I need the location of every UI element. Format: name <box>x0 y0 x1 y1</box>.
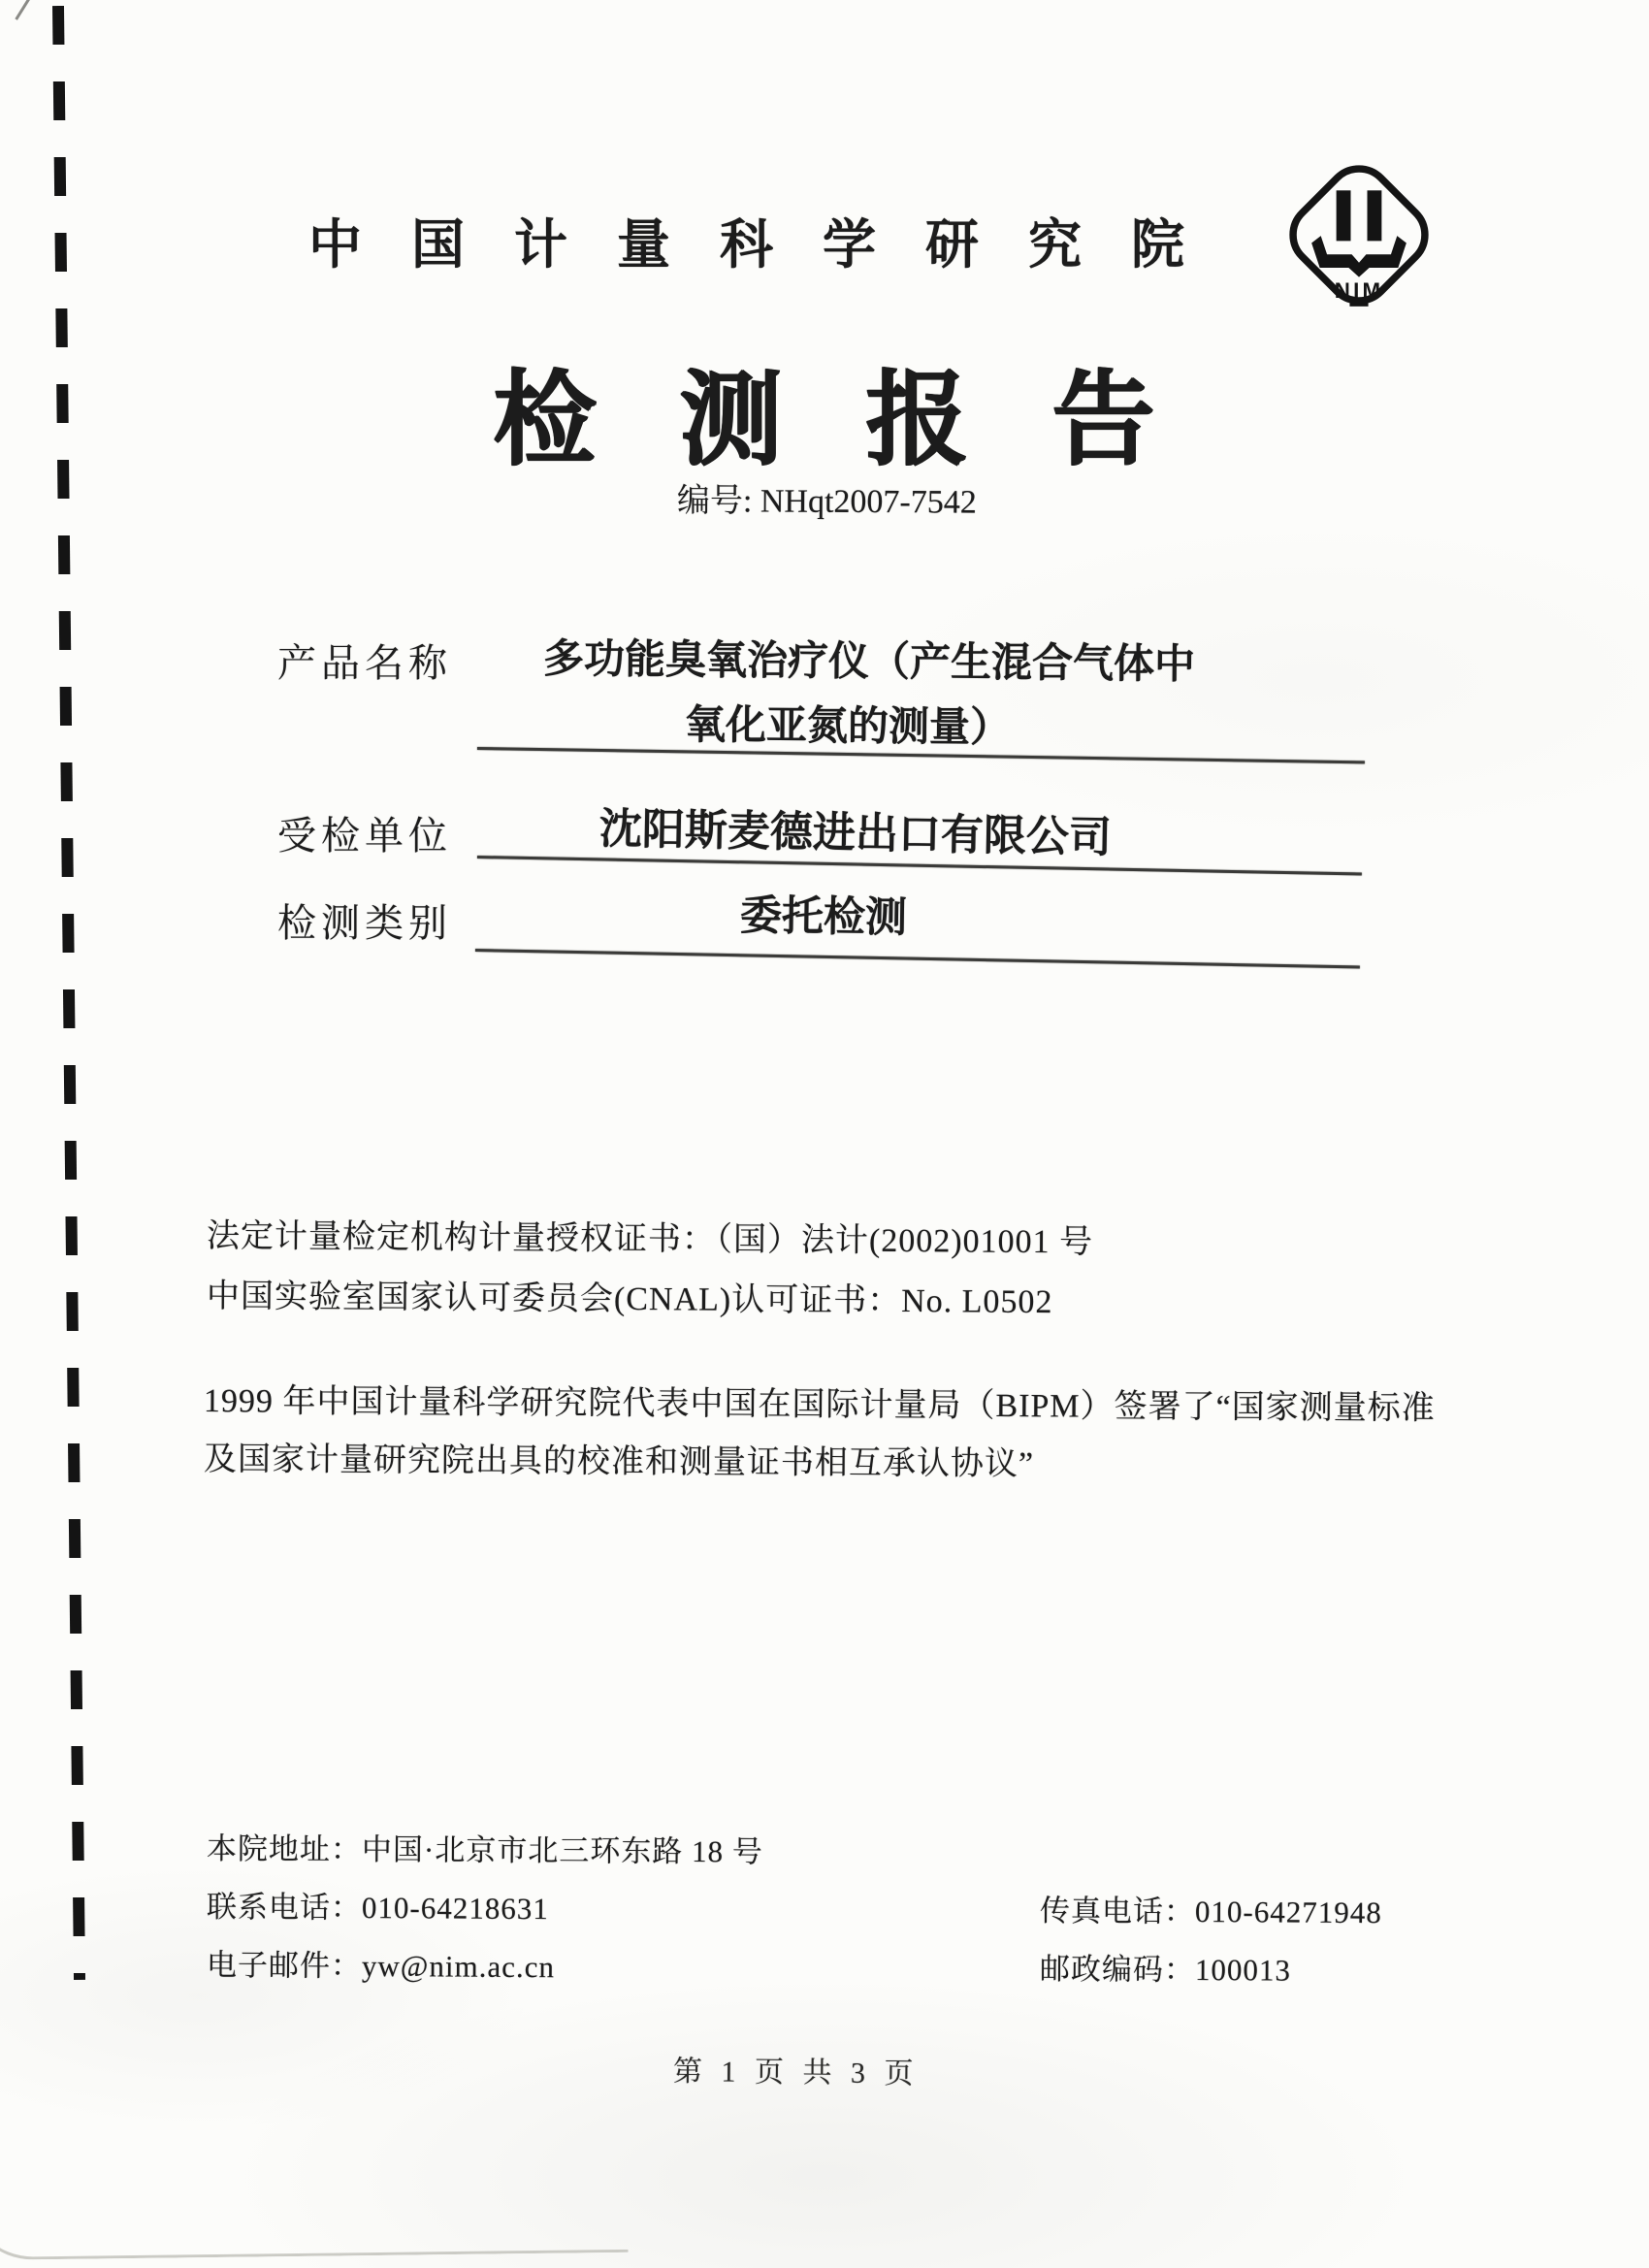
phone-value: 010-64218631 <box>361 1890 549 1927</box>
phone-label: 联系电话： <box>206 1890 363 1925</box>
email-label: 电子邮件： <box>206 1948 363 1983</box>
nim-logo-text: NIM <box>1334 277 1384 303</box>
nim-logo-bar-right <box>1368 190 1382 241</box>
scan-corner-artifact <box>15 0 30 20</box>
nim-logo-graphic <box>1277 151 1441 318</box>
field-value-product-line2: 氧化亚氮的测量） <box>684 703 1012 751</box>
page-number: 第 1 页 共 3 页 <box>672 2056 920 2090</box>
field-underline-test-type <box>475 949 1360 969</box>
certification-line-1: 法定计量检定机构计量授权证书：（国）法计(2002)01001 号 <box>206 1218 1094 1261</box>
agreement-line-2: 及国家计量研究院出具的校准和测量证书相互承认协议” <box>203 1442 1035 1483</box>
postcode-label: 邮政编码： <box>1039 1952 1196 1987</box>
contact-postcode-line <box>1040 1944 1291 1990</box>
contact-email-line <box>207 1940 555 1986</box>
page-edge-shadow <box>0 2162 629 2260</box>
contact-fax-line <box>1040 1886 1382 1931</box>
institute-name: 中国计量科学研究院 <box>308 215 1235 275</box>
field-label-test-type: 检测类别 <box>277 901 452 945</box>
email-value: yw@nim.ac.cn <box>361 1948 556 1985</box>
report-number-label: 编号: <box>676 483 761 520</box>
contact-phone-line <box>207 1882 549 1928</box>
report-number-value: NHqt2007-7542 <box>760 483 977 521</box>
field-value-test-type: 委托检测 <box>739 893 908 942</box>
address-value: 中国·北京市北三环东路 18 号 <box>361 1831 763 1869</box>
field-label-product: 产品名称 <box>277 641 452 685</box>
fax-label: 传真电话： <box>1039 1894 1196 1928</box>
field-value-client: 沈阳斯麦德进出口有限公司 <box>598 805 1113 862</box>
nim-logo-bar-left <box>1337 190 1351 241</box>
field-value-product-line1: 多功能臭氧治疗仪（产生混合气体中 <box>542 637 1196 688</box>
postcode-value: 100013 <box>1194 1952 1292 1988</box>
binding-marks <box>52 6 85 1980</box>
agreement-line-1: 1999 年中国计量科学研究院代表中国在国际计量局（BIPM）签署了“国家测量标准 <box>203 1383 1436 1427</box>
address-label: 本院地址： <box>206 1831 363 1866</box>
nim-logo <box>1277 151 1441 318</box>
report-number-line <box>677 473 977 523</box>
nim-logo-scale-mark <box>1311 236 1406 277</box>
contact-address-line <box>207 1824 763 1871</box>
nim-logo-underline <box>1349 303 1368 307</box>
fax-value: 010-64271948 <box>1194 1894 1382 1930</box>
report-title: 检测报告 <box>493 364 1238 477</box>
certification-line-2: 中国实验室国家认可委员会(CNAL)认可证书：No. L0502 <box>206 1279 1053 1321</box>
field-label-client: 受检单位 <box>277 814 452 858</box>
